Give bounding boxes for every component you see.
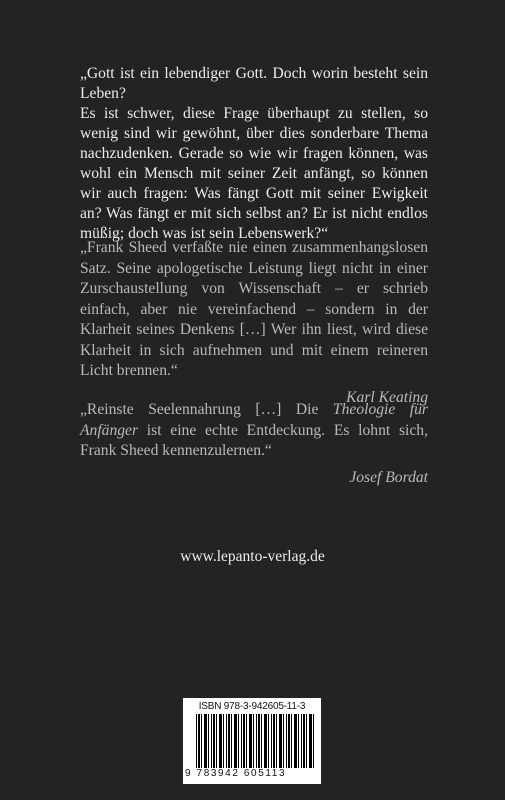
review-quote-bordat — [80, 400, 428, 488]
review-author: Josef Bordat — [349, 468, 428, 486]
isbn-label: ISBN 978-3-942605-11-3 — [198, 701, 306, 712]
review-quote-text-part: „Reinste Seelennahrung […] Die — [80, 401, 333, 418]
ean-digits: 9 783942 605113 — [185, 768, 287, 779]
review-quote-text — [80, 400, 428, 462]
review-quote-text: „Frank Sheed verfaßte nie einen zusammenhangslosen Satz. Seine apologetische Leistung liegt nicht in einer Zurschaustellung von Wissenschaft – er schrieb einfach, aber nie vereinfachend – sondern in der Klarheit seines Denkens […] Wer ihn liest, wird diese Klarheit in sich aufnehmen und mit einem reineren Licht brennen.“ — [80, 239, 428, 379]
review-quote-text-part: ist eine echte Entdeckung. Es lohnt sich, Frank Sheed kennenzulernen.“ — [80, 421, 428, 459]
barcode-bars — [196, 714, 314, 768]
review-quote-keating — [80, 238, 428, 408]
isbn-barcode — [183, 698, 321, 784]
back-cover-main-quote — [80, 64, 428, 244]
book-title-italic: Theologie für Anfänger — [80, 401, 429, 439]
review-author: Karl Keating — [346, 388, 428, 406]
main-quote-line-1: „Gott ist ein lebendiger Gott. Doch worin besteht sein Leben? — [80, 65, 428, 102]
publisher-website[interactable]: www.lepanto-verlag.de — [180, 548, 325, 565]
main-quote-line-2: Es ist schwer, diese Frage überhaupt zu stellen, so wenig sind wir gewöhnt, über dies sonderbare Thema nachzudenken. Gerade so wie wir fragen können, was wohl ein Mensch mit seiner Zeit anfängt, so können wir auch fragen: Was fängt Gott mit seiner Ewigkeit an? Was fängt er mit sich selbst an? Er ist nicht endlos müßig; doch was ist sein Lebenswerk?“ — [80, 105, 428, 242]
